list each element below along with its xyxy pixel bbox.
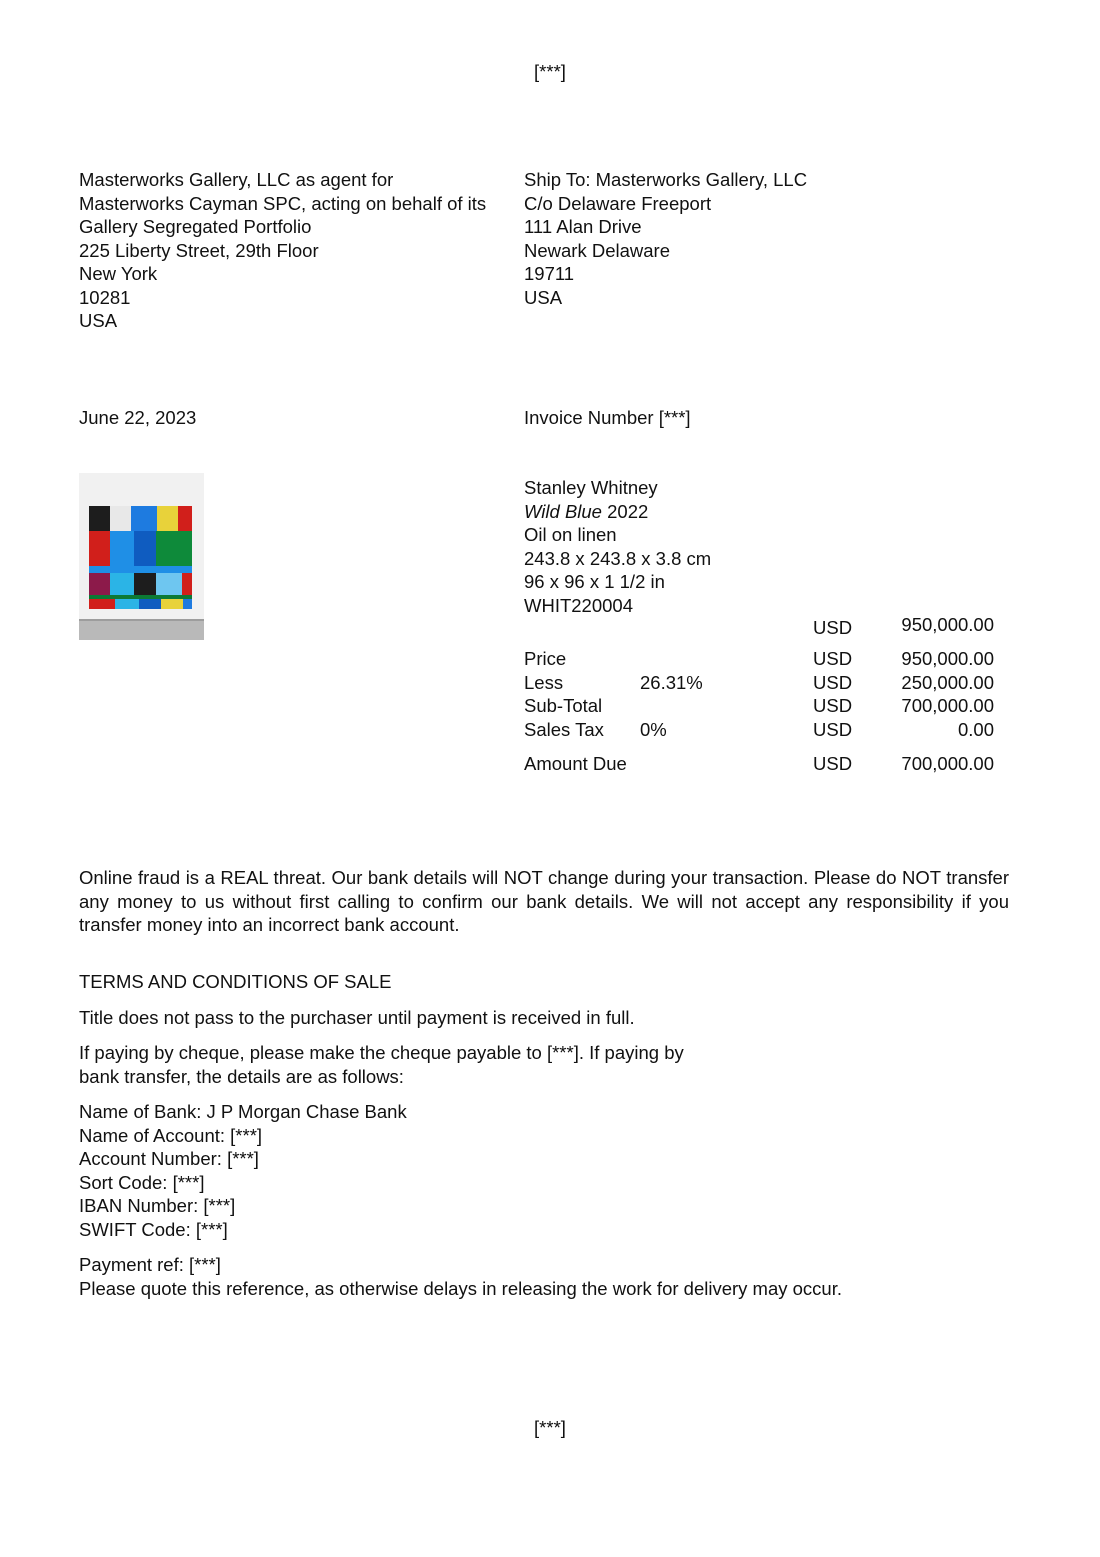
- invoice-date: June 22, 2023: [79, 407, 197, 428]
- painting-color-block: [156, 531, 180, 566]
- bill-to-line: New York: [79, 263, 158, 284]
- footer-redaction-mark: [***]: [534, 1417, 566, 1438]
- painting-color-block: [131, 506, 157, 531]
- amount-due-label: Amount Due: [524, 753, 627, 774]
- bill-to-line: Masterworks Cayman SPC, acting on behalf of its: [79, 192, 487, 214]
- bill-to-line: USA: [79, 310, 118, 331]
- discount-row: [524, 671, 1004, 695]
- discount-currency: USD: [813, 672, 853, 693]
- painting-color-block: [157, 506, 178, 531]
- terms-heading: TERMS AND CONDITIONS OF SALE: [79, 971, 392, 992]
- bill-to-line: 225 Liberty Street, 29th Floor: [79, 239, 319, 261]
- artwork-year: 2022: [607, 500, 649, 522]
- painting-color-block: [183, 599, 192, 609]
- artwork-dimensions-cm: 243.8 x 243.8 x 3.8 cm: [524, 547, 712, 569]
- artist-name: Stanley Whitney: [524, 477, 658, 498]
- sales-tax-pct: 0%: [640, 719, 667, 740]
- payment-reference: Payment ref: [***]: [79, 1254, 221, 1275]
- ship-to-line: 19711: [524, 263, 575, 284]
- painting-color-block: [110, 506, 131, 531]
- ship-to-line: C/o Delaware Freeport: [524, 192, 712, 214]
- list-price-amount: 950,000.00: [901, 614, 994, 635]
- subtotal-label: Sub-Total: [524, 695, 603, 716]
- discount-label: Less: [524, 672, 564, 693]
- cheque-instructions-line: bank transfer, the details are as follows:: [79, 1065, 404, 1087]
- title-clause: Title does not pass to the purchaser until payment is received in full.: [79, 1006, 635, 1028]
- ship-to-line: Newark Delaware: [524, 239, 670, 261]
- fraud-notice: Online fraud is a REAL threat. Our bank details will NOT change during your transaction. Please do NOT transfer any money to us without first calling to confirm our bank details. We will not accept any responsibility if you transfer money into an incorrect bank account.: [79, 867, 1009, 935]
- bill-to-line: Gallery Segregated Portfolio: [79, 216, 312, 237]
- amount-due-amount: 700,000.00: [901, 753, 994, 774]
- bank-detail-line: Name of Account: [***]: [79, 1124, 263, 1146]
- bill-to-line: 10281: [79, 286, 131, 308]
- invoice-number: Invoice Number [***]: [524, 407, 691, 428]
- price-amount: 950,000.00: [901, 648, 994, 669]
- subtotal-row: [524, 694, 1004, 718]
- bank-detail-line: Name of Bank: J P Morgan Chase Bank: [79, 1101, 407, 1122]
- artwork-title-line: [524, 500, 824, 524]
- bank-detail-line: Sort Code: [***]: [79, 1171, 205, 1193]
- painting-color-block: [115, 599, 139, 609]
- amount-due-currency: USD: [813, 753, 853, 774]
- painting-color-block: [89, 506, 110, 531]
- painting-color-block: [89, 566, 192, 573]
- discount-amount: 250,000.00: [901, 672, 994, 693]
- painting-color-block: [89, 573, 110, 595]
- cheque-instructions-line: If paying by cheque, please make the cheque payable to [***]. If paying by: [79, 1042, 684, 1063]
- artwork-medium: Oil on linen: [524, 524, 617, 545]
- amount-due-row: [524, 752, 1004, 776]
- header-redaction-mark: [***]: [534, 61, 566, 82]
- bill-to-address: [79, 168, 499, 333]
- painting-color-block: [110, 573, 134, 595]
- ship-to-address: [524, 168, 944, 309]
- list-price-currency: USD: [813, 617, 853, 638]
- price-label: Price: [524, 648, 567, 669]
- discount-pct: 26.31%: [640, 672, 703, 693]
- painting-color-block: [178, 506, 192, 531]
- bill-to-line: Masterworks Gallery, LLC as agent for: [79, 169, 394, 190]
- price-row: [524, 647, 1004, 671]
- ship-to-line: USA: [524, 286, 563, 308]
- terms-section: [79, 970, 1009, 1300]
- bank-detail-line: IBAN Number: [***]: [79, 1195, 236, 1216]
- sales-tax-row: [524, 718, 1004, 742]
- painting-color-block: [134, 573, 156, 595]
- painting-color-block: [156, 573, 182, 595]
- painting-color-block: [110, 531, 134, 566]
- ship-to-line: Ship To: Masterworks Gallery, LLC: [524, 169, 808, 190]
- sales-tax-currency: USD: [813, 719, 853, 740]
- price-currency: USD: [813, 648, 853, 669]
- painting-color-block: [180, 531, 192, 566]
- bank-detail-line: Account Number: [***]: [79, 1148, 259, 1169]
- artwork-details: [524, 476, 824, 617]
- painting-color-block: [89, 595, 192, 599]
- subtotal-currency: USD: [813, 695, 853, 716]
- painting-color-block: [89, 531, 110, 566]
- painting-color-block: [182, 573, 192, 595]
- painting-color-block: [161, 599, 183, 609]
- artwork-thumbnail: [79, 473, 204, 640]
- subtotal-amount: 700,000.00: [901, 695, 994, 716]
- painting-color-block: [139, 599, 161, 609]
- painting-color-block: [134, 531, 156, 566]
- list-price-row: [524, 616, 1004, 640]
- artwork-stock-number: WHIT220004: [524, 594, 633, 616]
- artwork-dimensions-in: 96 x 96 x 1 1/2 in: [524, 571, 665, 592]
- sales-tax-amount: 0.00: [957, 719, 994, 740]
- ship-to-line: 111 Alan Drive: [524, 216, 642, 237]
- sales-tax-label: Sales Tax: [524, 719, 604, 740]
- payment-note: Please quote this reference, as otherwise delays in releasing the work for delivery may occur.: [79, 1277, 842, 1299]
- painting-canvas: [89, 506, 192, 609]
- painting-color-block: [89, 599, 115, 609]
- bank-detail-line: SWIFT Code: [***]: [79, 1218, 228, 1240]
- artwork-title: Wild Blue: [524, 500, 602, 522]
